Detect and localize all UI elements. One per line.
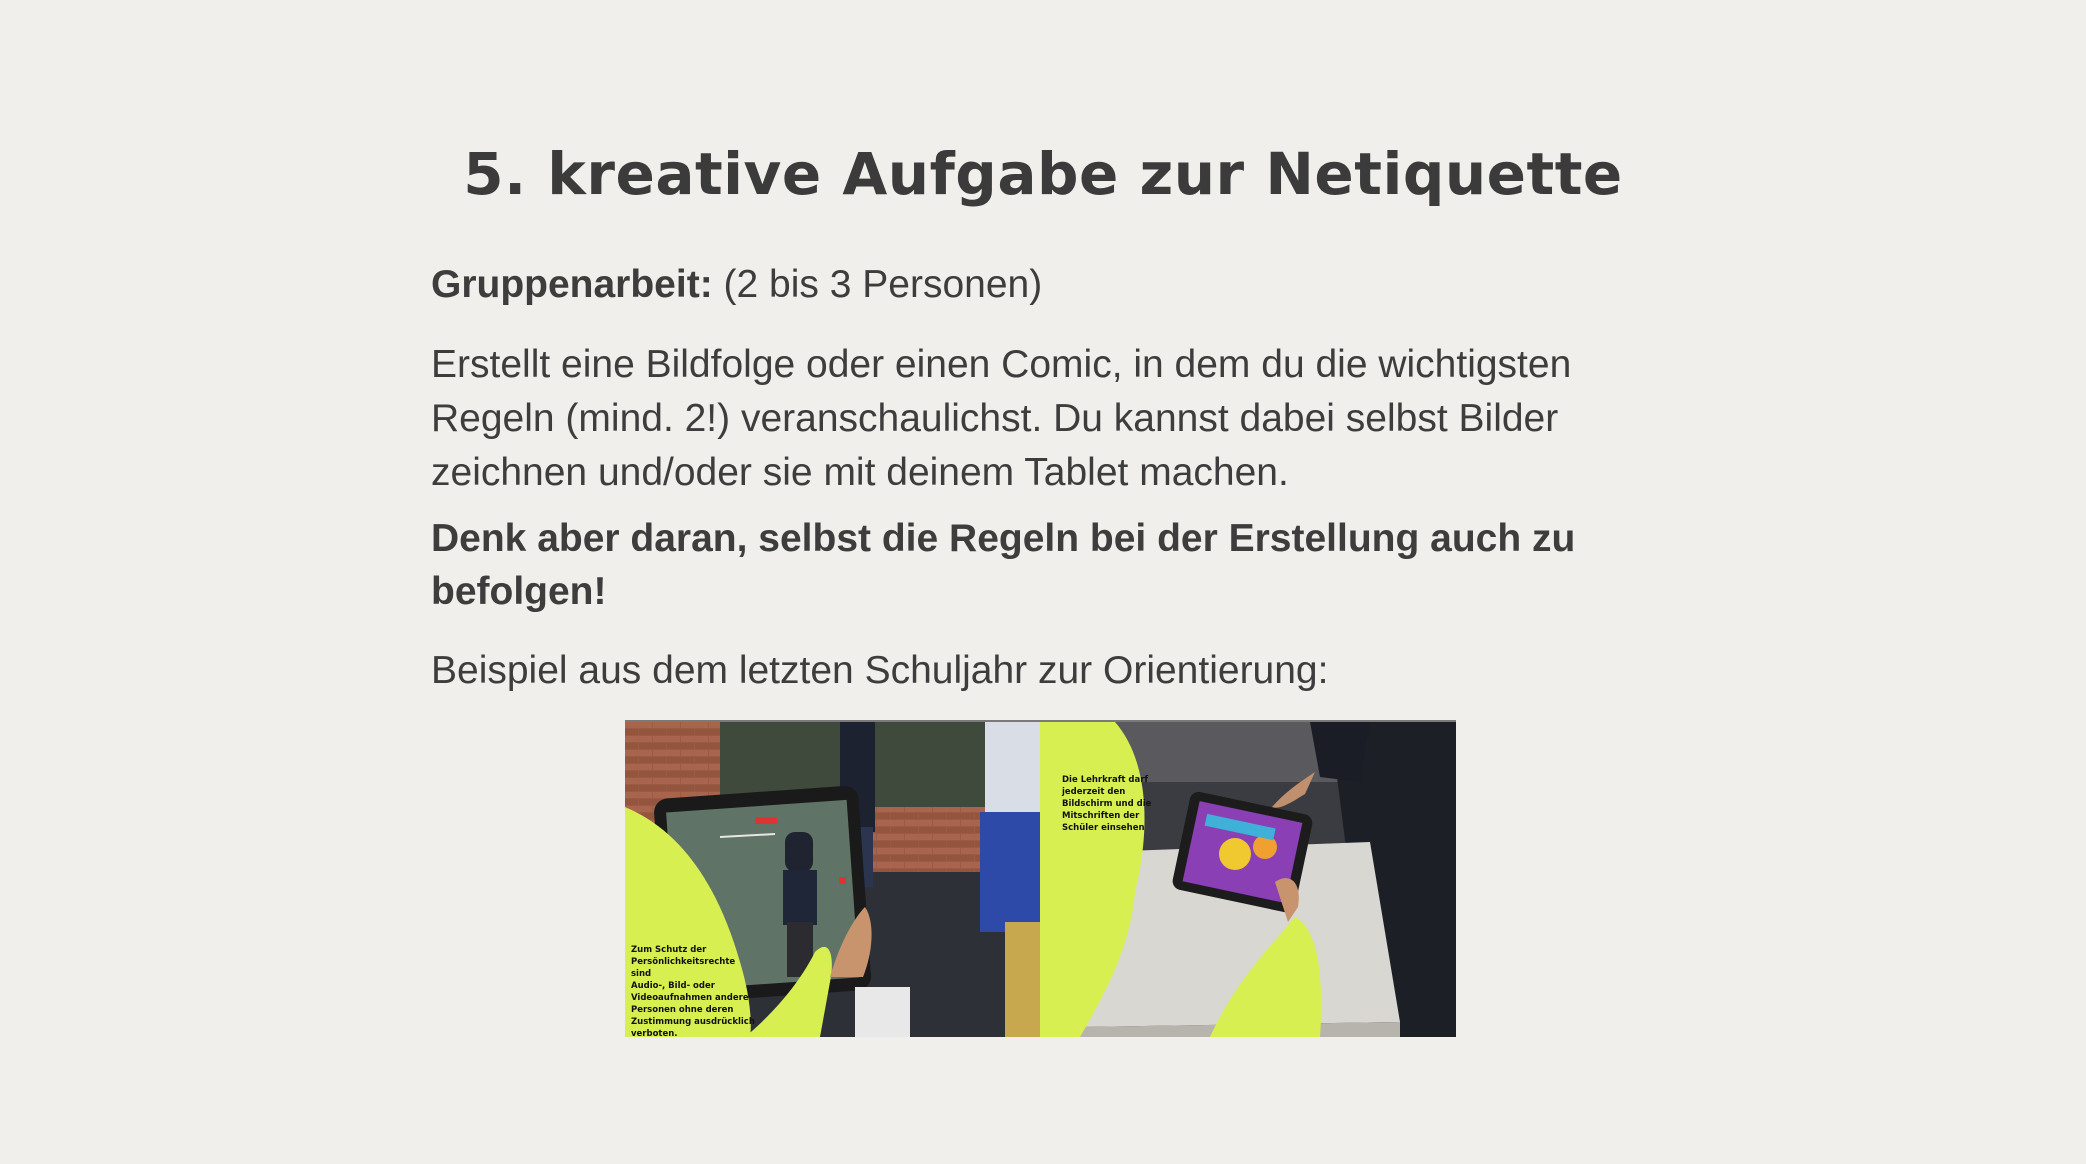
comic-panel-right [1040, 722, 1456, 1037]
right-panel-caption: Die Lehrkraft darf jederzeit den Bildschirm und die Mitschriften der Schüler einsehen [1062, 775, 1152, 833]
classroom-photo-right [1040, 722, 1456, 1037]
group-work-line [431, 258, 1631, 312]
example-intro: Beispiel aus dem letzten Schuljahr zur Orientierung: [431, 649, 1329, 692]
comic-panel-left [625, 722, 1040, 1037]
rules-reminder: Denk aber daran, selbst die Regeln bei der Erstellung auch zu befolgen! [431, 517, 1576, 613]
slide-body [431, 258, 1631, 698]
left-panel-caption: Zum Schutz der Persönlichkeitsrechte sind Audio-, Bild- oder Videoaufnahmen andere Personen ohne deren Zustimmung ausdrücklich verboten. [631, 945, 755, 1037]
group-work-label: Gruppenarbeit: [431, 263, 713, 306]
example-comic-image [625, 720, 1456, 1037]
task-description: Erstellt eine Bildfolge oder einen Comic, in dem du die wichtigsten Regeln (mind. 2!) veranschaulichst. Du kannst dabei selbst Bilder zeichnen und/oder sie mit deinem Tablet machen. [431, 343, 1572, 494]
slide-title: 5. kreative Aufgabe zur Netiquette [463, 140, 1623, 208]
group-work-detail: (2 bis 3 Personen) [712, 263, 1043, 306]
